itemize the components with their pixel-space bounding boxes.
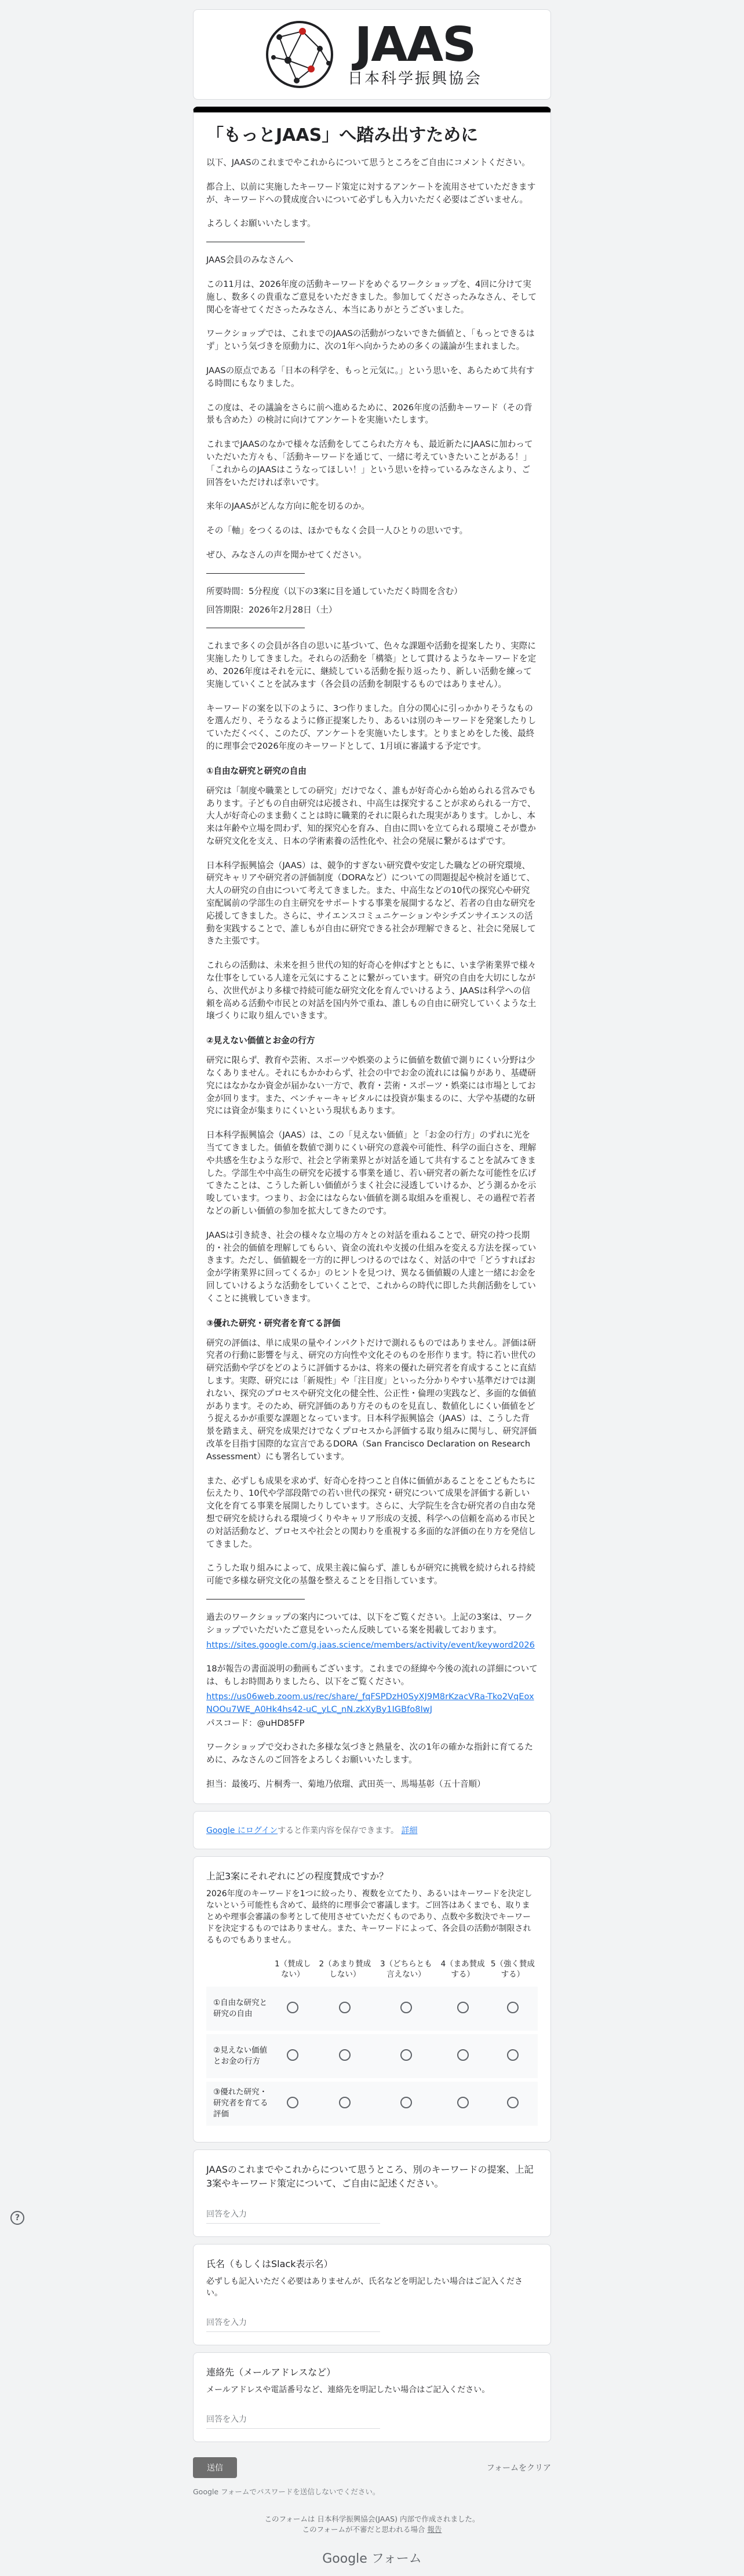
keyword-3-text: こうした取り組みによって、成果主義に偏らず、誰しもが研究に挑戦を続けられる持続可能で多様な研究文化の基盤を整えることを目指しています。 bbox=[206, 1563, 535, 1586]
body-text: この11月は、2026年度の活動キーワードをめぐるワークショップを、4回に分けて実施し、数多くの貴重なご意見をいただきました。参加してくださったみなさん、そして関心を寄せてくださったみなさん、本当にありがとうございました。 bbox=[206, 279, 537, 315]
intro-text: 都合上、以前に実施したキーワード策定に対するアンケートを流用させていただきますが、キーワードへの賛成度合いについて必ずしも入力いただく必要はございません。 bbox=[206, 181, 536, 205]
grid-row bbox=[206, 2034, 538, 2078]
form-title: 「もっとJAAS」へ踏み出すために bbox=[206, 125, 479, 145]
radio-button[interactable] bbox=[457, 2002, 469, 2013]
question-help: メールアドレスや電話番号など、連絡先を明記したい場合はご記入ください。 bbox=[206, 2385, 490, 2395]
keyword-2-title: ②見えない価値とお金の行方 bbox=[206, 1036, 315, 1046]
grid-column-header: 1（賛成しない） bbox=[274, 1959, 311, 1979]
grid-column-header: 2（あまり賛成しない） bbox=[319, 1959, 371, 1979]
body-text: キーワードの案を以下のように、3つ作りました。自分の関心に引っかかりそうなものを選んだり、そうなるように修正提案したり、あるいは別のキーワードを発案したりしていただくべく、このたび、アンケートを実施いたします。とりまとめをした後、最終的に理事会で2026年度のキーワードとして、1月頃に審議する予定です。 bbox=[206, 703, 537, 751]
logo-subtitle: 日本科学振興協会 bbox=[347, 70, 482, 88]
body-text: JAASの原点である「日本の科学を、もっと元気に。」という思いを、あらためて共有する時間にもなりました。 bbox=[206, 365, 535, 388]
form-description-card bbox=[193, 107, 551, 1804]
radio-button[interactable] bbox=[339, 2097, 351, 2108]
clear-form-button[interactable]: フォームをクリア bbox=[486, 2463, 551, 2473]
radio-button[interactable] bbox=[457, 2097, 469, 2108]
password-warning: Google フォームでパスワードを送信しないでください。 bbox=[193, 2487, 380, 2496]
details-link[interactable]: 詳細 bbox=[401, 1826, 418, 1835]
radio-button[interactable] bbox=[400, 2049, 412, 2061]
header-banner bbox=[193, 9, 551, 100]
network-logo-icon bbox=[262, 17, 337, 92]
keyword-1-text: 日本科学振興協会（JAAS）は、競争的すぎない研究費や安定した職などの研究環境、研究キャリアや研究者の評価制度（DORAなど）についての問題提起や検討を通じて、大人の研究の自由について考えてきました。また、中高生などの10代の探究心や研究室配属前の学部生の自主研究をサポートする事業を展開するなど、若者の自由な研究を応援してきました。さらに、サイエンスコミュニケーションやシチズンサイエンスの活動を実践することで、誰しもが自由に研究できる社会が理解できると、社会に発展してきた主張です。 bbox=[206, 860, 536, 946]
deadline-text: 回答期限：2026年2月28日（土） bbox=[206, 604, 337, 615]
keyword-2-text: JAASは引き続き、社会の様々な立場の方々との対話を重ねることで、研究の持つ長期的・社会的価値を理解してもらい、資金の流れや支援の仕組みを変える方法を探っていきます。ただし、価値観を一方的に押しつけるのではなく、対話の中で「どうすればお金が学術業界に回ってくるか」のヒントを見つけ、異なる価値観の人達と一緒にお金を回していけるような活動をしていくことで、これからの時代に即した共創活動をしていくことに挑戦していきます。 bbox=[206, 1230, 537, 1303]
question-title: 氏名（もしくはSlack表示名） bbox=[206, 2258, 333, 2269]
keyword-1-title: ①自由な研究と研究の自由 bbox=[206, 766, 307, 776]
keyword-1-text: これらの活動は、未来を担う世代の知的好奇心を伸ばすとともに、いま学術業界で様々な仕事をしている人達を元気にすることに繋がっています。研究の自由を大切にしながら、次世代がより多様で持続可能な研究文化を育んでいけるよう、JAASは科学への信頼を高める活動や市民との対話を国内外で重ね、誰しもの自由に研究していくような土壌づくりに取り組んでいきます。 bbox=[206, 960, 537, 1021]
intro-text: よろしくお願いいたします。 bbox=[206, 218, 316, 229]
radio-button[interactable] bbox=[339, 2049, 351, 2061]
grid-column-header: 4（まあ賛成する） bbox=[440, 1959, 485, 1979]
body-text: 来年のJAASがどんな方向に舵を切るのか。 bbox=[206, 501, 370, 512]
question-agreement-grid bbox=[193, 1856, 551, 2143]
body-text: この度は、その議論をさらに前へ進めるために、2026年度の活動キーワード（その背景も含めた）の検討に向けてアンケートを実施いたします。 bbox=[206, 402, 533, 425]
question-contact bbox=[193, 2352, 551, 2442]
question-free-comment bbox=[193, 2149, 551, 2237]
keyword-3-text: 研究の評価は、単に成果の量やインパクトだけで測れるものではありません。評価は研究者の行動に影響を与え、研究の方向性や文化そのものを形作ります。特に若い世代の研究活動や学びをどのように評価するかは、将来の優れた研究者を育成することに直結します。実際、研究には「新規性」や「注目度」といった分かりやすい基準だけでは測れない、探究のプロセスや研究文化の健全性、公正性・倫理の実践など、多面的な価値があります。そのため、研究評価のあり方そのものを見直し、数値化しにくい価値をどう捉えるかが重要な課題となっています。日本科学振興協会（JAAS）は、こうした背景を踏まえ、研究を成果だけでなくプロセスから評価する取り組みに関与し、研究評価改革を目指す国際的な宣言であるDORA（San Francisco Declaration on Research Assessment）にも署名しています。 bbox=[206, 1338, 537, 1462]
question-help: 2026年度のキーワードを1つに絞ったり、複数を立てたり、あるいはキーワードを決定しないという可能性も含めて、最終的に理事会で審議します。ご回答はあくまでも、取りまとめや理事会審議の参考として使用させていただくものであり、点数や多数決でキーワードを決定するものではありません。また、キーワードによって、各会員の活動が制限されるものでもありません。 bbox=[206, 1889, 533, 1945]
closing-text: ワークショップで交わされた多様な気づきと熱量を、次の1年の確かな指針に育てるために、みなさんのご回答をよろしくお願いいたします。 bbox=[206, 1742, 533, 1765]
report-notice: このフォームが不審だと思われる場合 bbox=[302, 2524, 428, 2534]
google-login-link[interactable]: Google にログイン bbox=[206, 1826, 278, 1835]
keyword-3-title: ③優れた研究・研究者を育てる評価 bbox=[206, 1318, 341, 1328]
grid-row-label: ③優れた研究・研究者を育てる評価 bbox=[206, 2082, 270, 2126]
body-text: これまで多くの会員が各自の思いに基づいて、色々な課題や活動を提案したり、実際に実施したりしてきました。それらの活動を「構築」として貫けるようなキーワードを定め、2026年度はそれを元に、継続している活動を振り返ったり、新しい活動を練って実施していくことを試みます（各会員の活動を制限するものではありません）。 bbox=[206, 641, 537, 689]
passcode-text: パスコード：@uHD85FP bbox=[206, 1718, 305, 1728]
radio-button[interactable] bbox=[287, 2002, 298, 2013]
name-input[interactable]: 回答を入力 bbox=[206, 2313, 380, 2332]
likert-grid bbox=[206, 1952, 538, 2129]
login-notice-text: すると作業内容を保存できます。 bbox=[278, 1826, 399, 1835]
keyword-3-text: また、必ずしも成果を求めず、好奇心を持つこと自体に価値があることをこどもたちに伝えたり、10代や学部段階での若い世代の探究・研究について成果を評価する新しい文化を育てる事業を展開したりしています。さらに、大学院生を含む研究者の自由な発想で研究を続けられる環境づくりやキャリア形成の支援、科学への信頼を高める市民との対話活動など、プロセスや社会との関わりを重視する多面的な評価の在り方を発信してきました。 bbox=[206, 1475, 537, 1549]
body-text: その「軸」をつくるのは、ほかでもなく会員一人ひとりの思いです。 bbox=[206, 526, 468, 536]
reference-text: 過去のワークショップの案内については、以下をご覧ください。上記の3案は、ワークショップでいただいたご意見をいったん反映している案を掲載しております。 bbox=[206, 1612, 533, 1635]
body-text: これまでJAASのなかで様々な活動をしてこられた方々も、最近新たにJAASに加わっていただいた方々も、「活動キーワードを通じて、一緒に考えていきたいことがある！」「これからのJAASはこうなってほしい！」という思いを持っているみなさんより、ご回答をいただければ幸いです。 bbox=[206, 439, 533, 487]
help-icon[interactable]: ? bbox=[10, 2211, 24, 2225]
radio-button[interactable] bbox=[400, 2097, 412, 2108]
contact-input[interactable]: 回答を入力 bbox=[206, 2410, 380, 2429]
radio-button[interactable] bbox=[287, 2049, 298, 2061]
login-notice bbox=[193, 1811, 551, 1849]
grid-column-header: 5（強く賛成する） bbox=[490, 1959, 535, 1979]
keyword-2-text: 日本科学振興協会（JAAS）は、この「見えない価値」と「お金の行方」のずれに光を当ててきました。価値を数値で測りにくい研究の意義や可能性、科学の面白さを、理解や共感を生むような形で、社会と学術業界とが対話を通して共有することを試みてきました。学部生や中高生の研究を応援する事業を通じ、若い研究者の新たな可能性を広げてきたことは、こうした新しい価値がうまく社会に浸透していけるか、どう測るかを示唆しています。つまり、お金にはならない価値を測る取組みを重視し、その過程で若者などの新しい価値の参加を拡大してきたのです。 bbox=[206, 1130, 537, 1216]
radio-button[interactable] bbox=[400, 2002, 412, 2013]
zoom-recording-link[interactable]: https://us06web.zoom.us/rec/share/_fqFSPDzH0SyXJ9M8rKzacVRa-Tko2VqEoxNOOu7WE_A0Hk4hs42-uC_yLC_nN.zkXyBy1IGBfo8IwJ bbox=[206, 1691, 534, 1714]
body-text: ワークショップでは、これまでのJAASの活動がつないできた価値と、「もっとできるはず」という気づきを原動力に、次の1年へ向かうための多くの議論が生まれました。 bbox=[206, 329, 535, 352]
grid-row-label: ①自由な研究と研究の自由 bbox=[206, 1987, 270, 2031]
duration-text: 所要時間：5分程度（以下の3案に目を通していただく時間を含む） bbox=[206, 586, 462, 596]
google-forms-logo: Google フォーム bbox=[322, 2551, 422, 2566]
question-title: 連絡先（メールアドレスなど） bbox=[206, 2366, 336, 2378]
body-text: ぜひ、みなさんの声を聞かせてください。 bbox=[206, 549, 367, 560]
intro-text: 以下、JAASのこれまでやこれからについて思うところをご自由にコメントください。 bbox=[206, 158, 530, 167]
report-link[interactable]: 報告 bbox=[427, 2524, 442, 2534]
grid-row bbox=[206, 2082, 538, 2126]
question-title: 上記3案にそれぞれにどの程度賛成ですか？ bbox=[206, 1870, 389, 1882]
comment-input[interactable]: 回答を入力 bbox=[206, 2205, 380, 2224]
workshop-link[interactable]: https://sites.google.com/g.jaas.science/members/activity/event/keyword2026 bbox=[206, 1639, 535, 1650]
logo-wordmark: JAAS bbox=[354, 17, 476, 72]
grid-row-label: ②見えない価値とお金の行方 bbox=[206, 2034, 270, 2078]
greeting: JAAS会員のみなさんへ bbox=[206, 255, 294, 265]
grid-row bbox=[206, 1987, 538, 2031]
radio-button[interactable] bbox=[507, 2002, 519, 2013]
keyword-2-text: 研究に限らず、教育や芸術、スポーツや娯楽のように価値を数値で測りにくい分野は少なくありません。それにもかかわらず、社会の中でお金の流れには偏りがあり、基礎研究にはなかなか資金が届かない一方で、教育・芸術・スポーツ・娯楽には市場としてお金が回ります。また、ベンチャーキャピタルには投資が集まるのに、大学や基礎的な研究には資金が集まりにくいという現状もあります。 bbox=[206, 1055, 536, 1116]
radio-button[interactable] bbox=[339, 2002, 351, 2013]
question-title: JAASのこれまでやこれからについて思うところ、別のキーワードの提案、上記3案やキーワード策定について、ご自由に記述ください。 bbox=[206, 2163, 534, 2189]
keyword-1-text: 研究は「制度や職業としての研究」だけでなく、誰もが好奇心から始められる営みでもあります。子どもの自由研究は応援され、中高生は探究することが求められる一方で、大人が好奇心のまま動くことは時に職業的それに限られた現実があります。しかし、本来は年齢や立場を問わず、知的探究心を育み、自由に問いを立てられる環境こそが豊かな研究文化を支え、日本の学術素養の活性化や、社会の発展に繋がるはずです。 bbox=[206, 785, 536, 846]
radio-button[interactable] bbox=[507, 2049, 519, 2061]
radio-button[interactable] bbox=[507, 2097, 519, 2108]
question-help: 必ずしも記入いただく必要はありませんが、氏名などを明記したい場合はご記入ください。 bbox=[206, 2276, 523, 2298]
radio-button[interactable] bbox=[287, 2097, 298, 2108]
reference-text: 18が報告の書面説明の動画もございます。これまでの経緯や今後の流れの詳細については、もしお時間ありましたら、以下をご覧ください。 bbox=[206, 1664, 538, 1687]
owners-text: 担当：最後巧、片桐秀一、菊地乃依瑠、武田英一、馬場基彰（五十音順） bbox=[206, 1779, 486, 1789]
created-by-notice: このフォームは 日本科学振興協会(JAAS) 内部で作成されました。 bbox=[264, 2514, 480, 2523]
divider bbox=[206, 573, 305, 574]
submit-button[interactable]: 送信 bbox=[193, 2457, 237, 2478]
grid-column-header: 3（どちらとも言えない） bbox=[380, 1959, 432, 1979]
radio-button[interactable] bbox=[457, 2049, 469, 2061]
question-name bbox=[193, 2244, 551, 2345]
